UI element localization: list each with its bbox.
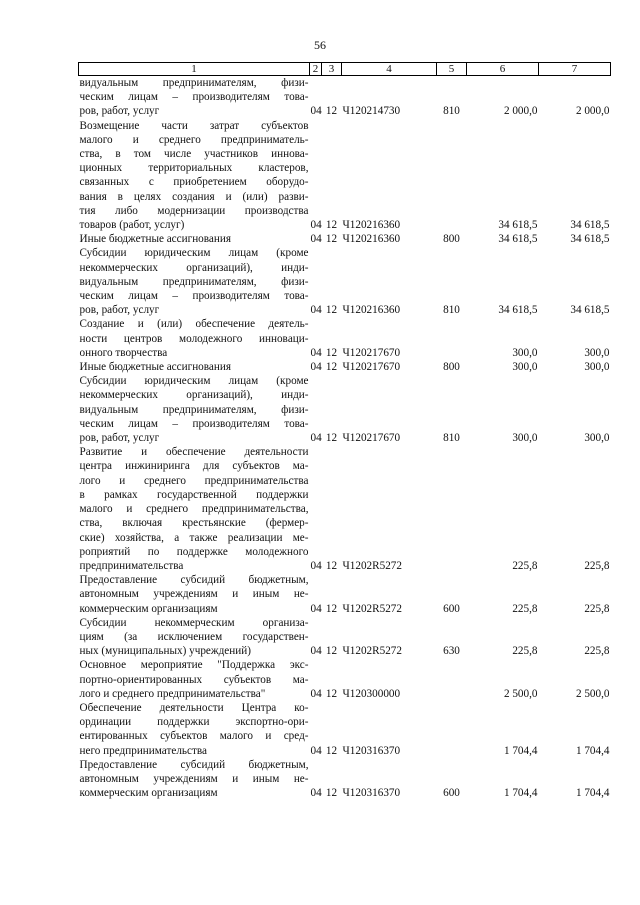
amount-year-1: 2 500,0 bbox=[503, 687, 538, 700]
row-description bbox=[79, 232, 310, 246]
description-line: ров, работ, услуг bbox=[79, 432, 160, 445]
target-article-code: Ч120217670 bbox=[342, 361, 401, 374]
description-line: малого и среднего предпринимательства, bbox=[79, 503, 309, 516]
target-article-code: Ч120216360 bbox=[342, 219, 401, 232]
description-line: ческим лицам – производителям това- bbox=[79, 417, 309, 430]
description-line: вания в целях создания и (или) разви- bbox=[79, 190, 309, 203]
description-line: Основное мероприятие "Поддержка экс- bbox=[79, 659, 309, 672]
section-code: 04 bbox=[310, 787, 322, 800]
amount-year-1: 300,0 bbox=[512, 361, 538, 374]
description-line: Иные бюджетные ассигнования bbox=[79, 361, 231, 374]
amount-year-2: 225,8 bbox=[584, 559, 610, 572]
description-line: коммерческим организациям bbox=[79, 602, 218, 615]
description-line: ров, работ, услуг bbox=[79, 304, 160, 317]
subsection-code: 12 bbox=[325, 744, 338, 757]
column-header-7: 7 bbox=[539, 63, 611, 76]
description-line: Субсидии юридическим лицам (кроме bbox=[79, 375, 309, 388]
amount-year-2: 1 704,4 bbox=[575, 744, 610, 757]
expense-type-code: 630 bbox=[443, 645, 460, 658]
description-line: в рамках государственной поддержки bbox=[79, 488, 309, 501]
description-line: ские) хозяйства, а также реализации ме- bbox=[79, 531, 309, 544]
amount-year-1: 300,0 bbox=[512, 432, 538, 445]
subsection-code: 12 bbox=[325, 432, 338, 445]
description-line: связанных с приобретением оборудо- bbox=[79, 176, 309, 189]
target-article-code: Ч120300000 bbox=[342, 687, 401, 700]
description-line: малого и среднего предприниматель- bbox=[79, 133, 309, 146]
amount-year-1: 1 704,4 bbox=[503, 787, 538, 800]
expense-type-code: 800 bbox=[443, 361, 460, 374]
row-description bbox=[79, 758, 310, 801]
target-article-code: Ч120217670 bbox=[342, 346, 401, 359]
target-article-code: Ч1202R5272 bbox=[342, 559, 402, 572]
amount-year-2: 34 618,5 bbox=[570, 304, 610, 317]
amount-year-1: 34 618,5 bbox=[498, 219, 538, 232]
row-description bbox=[79, 658, 310, 701]
subsection-code: 12 bbox=[325, 233, 338, 246]
table-row bbox=[79, 701, 611, 758]
subsection-code: 12 bbox=[325, 559, 338, 572]
description-line: Возмещение части затрат субъектов bbox=[79, 119, 309, 132]
description-line: видуальным предпринимателям, физи- bbox=[79, 77, 309, 89]
row-description bbox=[79, 317, 310, 360]
column-header-2: 2 bbox=[310, 63, 322, 76]
description-line: лого и среднего предпринимательства" bbox=[79, 687, 266, 700]
description-line: центра инжиниринга для субъектов ма- bbox=[79, 460, 309, 473]
row-description bbox=[79, 573, 310, 616]
table-row bbox=[79, 360, 611, 374]
description-line: Развитие и обеспечение деятельности bbox=[79, 446, 309, 459]
description-line: предпринимательства bbox=[79, 559, 184, 572]
section-code: 04 bbox=[310, 687, 322, 700]
description-line: ных (муниципальных) учреждений) bbox=[79, 645, 251, 658]
expense-type-code: 810 bbox=[443, 432, 460, 445]
description-line: автономным учреждениям и иным не- bbox=[79, 772, 309, 785]
table-row bbox=[79, 573, 611, 616]
description-line: товаров (работ, услуг) bbox=[79, 219, 185, 232]
description-line: ров, работ, услуг bbox=[79, 105, 160, 118]
expense-type-code bbox=[437, 658, 467, 701]
subsection-code: 12 bbox=[325, 219, 338, 232]
amount-year-2: 300,0 bbox=[584, 346, 610, 359]
row-description bbox=[79, 616, 310, 659]
description-line: ства, в том числе участников иннова- bbox=[79, 148, 309, 161]
table-row bbox=[79, 232, 611, 246]
description-line: Предоставление субсидий бюджетным, bbox=[79, 574, 309, 587]
table-row bbox=[79, 76, 611, 119]
table-row bbox=[79, 317, 611, 360]
target-article-code: Ч1202R5272 bbox=[342, 602, 402, 615]
row-description bbox=[79, 119, 310, 233]
amount-year-2: 2 500,0 bbox=[575, 687, 610, 700]
section-code: 04 bbox=[310, 432, 322, 445]
row-description bbox=[79, 445, 310, 573]
subsection-code: 12 bbox=[325, 105, 338, 118]
table-row bbox=[79, 445, 611, 573]
amount-year-1: 34 618,5 bbox=[498, 304, 538, 317]
amount-year-1: 225,8 bbox=[512, 602, 538, 615]
amount-year-1: 300,0 bbox=[512, 346, 538, 359]
amount-year-1: 1 704,4 bbox=[503, 744, 538, 757]
description-line: ческим лицам – производителям това- bbox=[79, 91, 309, 104]
expense-type-code bbox=[437, 317, 467, 360]
description-line: онного творчества bbox=[79, 346, 168, 359]
section-code: 04 bbox=[310, 346, 322, 359]
section-code: 04 bbox=[310, 105, 322, 118]
section-code: 04 bbox=[310, 219, 322, 232]
expense-type-code: 810 bbox=[443, 304, 460, 317]
subsection-code: 12 bbox=[325, 361, 338, 374]
target-article-code: Ч120217670 bbox=[342, 432, 401, 445]
column-header-6: 6 bbox=[467, 63, 539, 76]
column-header-1: 1 bbox=[79, 63, 310, 76]
subsection-code: 12 bbox=[325, 645, 338, 658]
table-row bbox=[79, 374, 611, 445]
row-description bbox=[79, 701, 310, 758]
section-code: 04 bbox=[310, 559, 322, 572]
description-line: ства, включая крестьянские (фермер- bbox=[79, 517, 309, 530]
description-line: портно-ориентированных субъектов ма- bbox=[79, 673, 309, 686]
description-line: видуальным предпринимателям, физи- bbox=[79, 403, 309, 416]
section-code: 04 bbox=[310, 233, 322, 246]
table-row bbox=[79, 616, 611, 659]
section-code: 04 bbox=[310, 361, 322, 374]
expense-type-code bbox=[437, 445, 467, 573]
amount-year-2: 300,0 bbox=[584, 432, 610, 445]
row-description bbox=[79, 246, 310, 317]
amount-year-1: 225,8 bbox=[512, 645, 538, 658]
amount-year-2: 34 618,5 bbox=[570, 219, 610, 232]
table-row bbox=[79, 119, 611, 233]
section-code: 04 bbox=[310, 304, 322, 317]
row-description bbox=[79, 76, 310, 119]
description-line: Обеспечение деятельности Центра ко- bbox=[79, 701, 309, 714]
description-line: ординации поддержки экспортно-ори- bbox=[79, 716, 309, 729]
target-article-code: Ч120214730 bbox=[342, 105, 401, 118]
amount-year-1: 225,8 bbox=[512, 559, 538, 572]
amount-year-2: 34 618,5 bbox=[570, 233, 610, 246]
description-line: него предпринимательства bbox=[79, 744, 207, 757]
subsection-code: 12 bbox=[325, 687, 338, 700]
column-header-4: 4 bbox=[342, 63, 437, 76]
target-article-code: Ч120216360 bbox=[342, 304, 401, 317]
subsection-code: 12 bbox=[325, 602, 338, 615]
table-row bbox=[79, 658, 611, 701]
section-code: 04 bbox=[310, 602, 322, 615]
subsection-code: 12 bbox=[325, 346, 338, 359]
description-line: автономным учреждениям и иным не- bbox=[79, 588, 309, 601]
row-description bbox=[79, 374, 310, 445]
target-article-code: Ч120316370 bbox=[342, 787, 401, 800]
column-header-3: 3 bbox=[322, 63, 342, 76]
amount-year-1: 2 000,0 bbox=[503, 105, 538, 118]
subsection-code: 12 bbox=[325, 787, 338, 800]
row-description bbox=[79, 360, 310, 374]
column-header-5: 5 bbox=[437, 63, 467, 76]
amount-year-1: 34 618,5 bbox=[498, 233, 538, 246]
expense-type-code: 600 bbox=[443, 787, 460, 800]
description-line: лого и среднего предпринимательства bbox=[79, 474, 309, 487]
target-article-code: Ч1202R5272 bbox=[342, 645, 402, 658]
description-line: ентированных субъектов малого и сред- bbox=[79, 730, 309, 743]
description-line: тия либо модернизации производства bbox=[79, 204, 309, 217]
section-code: 04 bbox=[310, 744, 322, 757]
description-line: Субсидии некоммерческим организа- bbox=[79, 616, 309, 629]
description-line: ческим лицам – производителям това- bbox=[79, 290, 309, 303]
table-header-row bbox=[79, 63, 611, 76]
expense-type-code: 800 bbox=[443, 233, 460, 246]
description-line: некоммерческих организаций), инди- bbox=[79, 261, 309, 274]
description-line: некоммерческих организаций), инди- bbox=[79, 389, 309, 402]
target-article-code: Ч120316370 bbox=[342, 744, 401, 757]
description-line: ности центров молодежного инновaци- bbox=[79, 332, 309, 345]
section-code: 04 bbox=[310, 645, 322, 658]
description-line: циям (за исключением государствен- bbox=[79, 630, 309, 643]
amount-year-2: 225,8 bbox=[584, 645, 610, 658]
description-line: коммерческим организациям bbox=[79, 787, 218, 800]
description-line: видуальным предпринимателям, физи- bbox=[79, 275, 309, 288]
description-line: Предоставление субсидий бюджетным, bbox=[79, 758, 309, 771]
description-line: роприятий по поддержке молодежного bbox=[79, 545, 309, 558]
amount-year-2: 2 000,0 bbox=[575, 105, 610, 118]
page-number: 56 bbox=[314, 38, 326, 52]
amount-year-2: 225,8 bbox=[584, 602, 610, 615]
description-line: Создание и (или) обеспечение деятель- bbox=[79, 318, 309, 331]
table-row bbox=[79, 758, 611, 801]
expense-type-code: 600 bbox=[443, 602, 460, 615]
amount-year-2: 1 704,4 bbox=[575, 787, 610, 800]
table-row bbox=[79, 246, 611, 317]
expense-type-code: 810 bbox=[443, 105, 460, 118]
budget-table bbox=[78, 62, 611, 800]
subsection-code: 12 bbox=[325, 304, 338, 317]
target-article-code: Ч120216360 bbox=[342, 233, 401, 246]
expense-type-code bbox=[437, 119, 467, 233]
description-line: Субсидии юридическим лицам (кроме bbox=[79, 247, 309, 260]
description-line: Иные бюджетные ассигнования bbox=[79, 233, 231, 246]
expense-type-code bbox=[437, 701, 467, 758]
amount-year-2: 300,0 bbox=[584, 361, 610, 374]
description-line: ционных территориальных кластеров, bbox=[79, 162, 309, 175]
